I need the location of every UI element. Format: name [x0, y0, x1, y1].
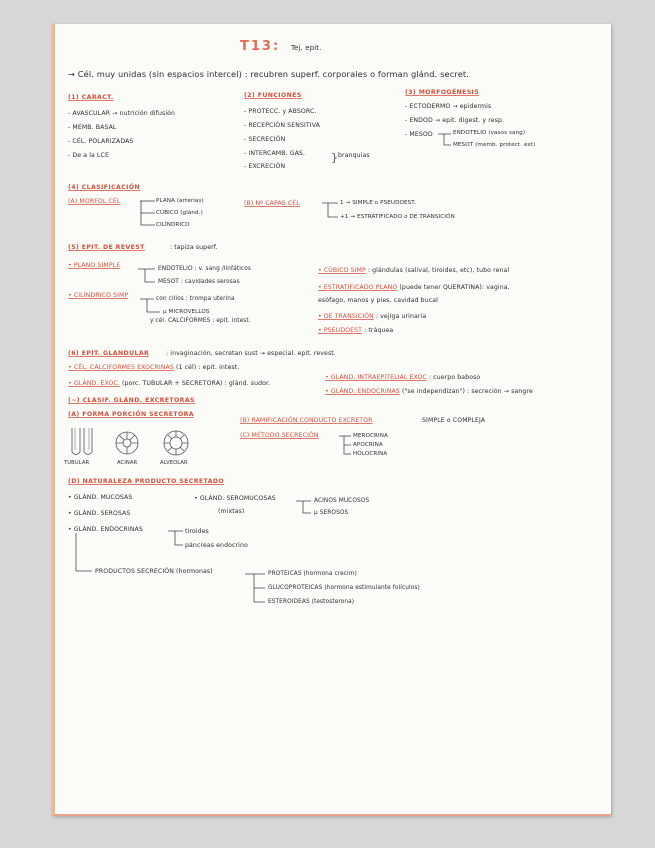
brace-icon: } — [331, 151, 339, 164]
ramificacion-text: SIMPLE o COMPLEJA — [422, 417, 486, 424]
gland-mixtas: (mixtas) — [218, 508, 245, 515]
branch-line — [339, 436, 351, 454]
revest-right-label: • ESTRATIFICADO PLANO — [318, 284, 398, 291]
caract-heading: (1) CARACT. — [68, 94, 114, 101]
page-title: T13: — [240, 39, 281, 54]
morfo-item: - ENDOD → epit. digest. y resp. — [405, 117, 505, 124]
revest-right-label: • CÚBICO SIMP — [318, 267, 366, 274]
caract-item: - MEMB. BASAL — [68, 124, 117, 131]
plano-branch: ENDOTELIO : v. sang /linfáticos — [158, 266, 251, 272]
branch-line — [168, 531, 183, 545]
productos-branch: GLUCOPROTEICAS (hormona estimulante folículos) — [268, 585, 420, 591]
revest-right-label: • DE TRANSICIÓN — [318, 313, 374, 320]
caract-item: - De a la LCE — [68, 152, 109, 159]
alveolar-gland-icon — [164, 431, 188, 455]
branch-line — [76, 533, 92, 571]
clasif-heading: (4) CLASIFICACIÓN — [68, 184, 141, 191]
gland-seromucosas: • GLÁND. SEROMUCOSAS — [194, 495, 276, 502]
acinar-gland-icon — [116, 432, 138, 454]
morfo-heading: (3) MORFOGÉNESIS — [405, 89, 480, 96]
acinos-branch: ACINOS MUCOSOS — [314, 498, 370, 504]
funciones-item: - PROTECC. y ABSORC. — [244, 108, 317, 115]
morfo-branch: ENDOTELIO (vasos sang) — [453, 130, 526, 136]
revest-right-text: : glándulas (salival, tiroides, etc), tubo renal — [367, 267, 510, 274]
clasif-b-label: (B) Nº CAPAS CÉL — [244, 200, 300, 207]
gland-serosas: • GLÁND. SEROSAS — [68, 510, 131, 517]
clasif-gland-heading: (~) CLASIF. GLÁND. EXCRETORAS — [68, 397, 195, 404]
metodo-branch: HOLOCRINA — [353, 451, 388, 457]
caract-item: - CÉL. POLARIZADAS — [68, 138, 134, 145]
metodo-branch: APOCRINA — [353, 442, 383, 448]
cilindrico-branch: μ MICROVELLOS — [163, 309, 210, 315]
morfo-item: - ECTODERMO → epidermis — [405, 103, 492, 110]
glandular-right-text: ("se independizan") : secreción → sangre — [401, 388, 533, 395]
acinos-branch: μ SEROSOS — [314, 510, 349, 516]
glandular-heading: (6) EPIT. GLANDULAR — [68, 350, 150, 357]
funciones-heading: (2) FUNCIONES — [244, 92, 302, 99]
branch-line — [438, 134, 451, 145]
glandular-right-text: : cuerpo baboso — [428, 374, 481, 381]
metodo-branch: MEROCRINA — [353, 433, 389, 439]
branch-line — [245, 574, 265, 602]
caract-item: - AVASCULAR → nutrición difusión — [68, 110, 176, 117]
ramificacion-label: (B) RAMIFICACIÓN CONDUCTO EXCRETOR — [240, 417, 373, 424]
revest-right-text: esófago, manos y pies, cavidad bucal — [318, 297, 438, 304]
glandular-left-label: • GLÁND. EXOC. — [68, 380, 120, 387]
funciones-item: - INTERCAMB. GAS. — [244, 150, 306, 157]
revest-right-label: • PSEUDOEST — [318, 327, 363, 334]
funciones-note: branquias — [338, 152, 370, 159]
branch-line — [296, 501, 311, 513]
tubular-gland-icon — [72, 428, 92, 455]
plano-branch: MESOT : cavidades serosas — [158, 279, 240, 285]
clasif-b-branch: +1 → ESTRATIFICADO o DE TRANSICIÓN — [340, 214, 455, 220]
productos-secrecion: PRODUCTOS SECRECIÓN (hormonas) — [95, 568, 213, 575]
revest-heading: (5) EPIT. DE REVEST — [68, 244, 145, 251]
shape-label-tubular: TUBULAR — [64, 460, 90, 466]
revest-right-text: (puede tener QUERATINA): vagina, — [399, 284, 510, 291]
page-subtitle: Tej. epit. — [291, 44, 322, 52]
productos-branch: PROTEICAS (hormona crecim) — [268, 571, 357, 577]
branch-line — [141, 201, 155, 225]
funciones-item: - RECEPCIÓN SENSITIVA — [244, 122, 320, 129]
cilindrico-branch: con cilios : trompa uterina — [156, 296, 235, 302]
clasif-a-branch: CILÍNDRICO — [156, 222, 190, 228]
forma-porcion-label: (A) FORMA PORCIÓN SECRETORA — [68, 411, 194, 418]
clasif-a-label: (A) MORFOL CÉL — [68, 198, 121, 205]
shape-label-alveolar: ALVEOLAR — [160, 460, 188, 466]
productos-branch: ESTEROIDEAS (testosterona) — [268, 599, 355, 605]
clasif-b-branch: 1 → SIMPLE o PSEUDOEST. — [340, 200, 417, 206]
cilindrico-branch: y cél. CALCIFORMES : epit. intest. — [150, 318, 251, 324]
revest-right-text: : vejiga urinaria — [375, 313, 427, 320]
clasif-a-branch: CÚBICO (glánd.) — [156, 210, 203, 216]
cilindrico-simp-label: • CILÍNDRICO SIMP — [68, 292, 129, 299]
glandular-heading-rest: : invaginación, secretan sust → especial. epit. revest. — [166, 350, 336, 357]
funciones-item: - EXCRECIÓN — [244, 163, 286, 170]
gland-mucosas: • GLÁND. MUCOSAS — [68, 494, 133, 501]
lead-sentence: → Cél. muy unidas (sin espacios intercel) : recubren superf. corporales o forman glánd. secret. — [68, 69, 470, 79]
plano-simple-label: • PLANO SIMPLE — [68, 262, 121, 269]
naturaleza-heading: (D) NATURALEZA PRODUCTO SECRETADO — [68, 478, 225, 485]
branch-line — [138, 269, 155, 282]
glandular-left-label: • CÉL. CALCIFORMES EXOCRINAS — [68, 364, 174, 371]
endo-branch: tiroides — [185, 528, 209, 535]
clasif-a-branch: PLANA (arterias) — [156, 198, 204, 204]
glandular-left-text: (porc. TUBULAR + SECRETORA) : glánd. sudor. — [121, 380, 271, 387]
morfo-item: - MESOD — [405, 131, 433, 138]
metodo-secrecion-label: (C) MÉTODO SECRECIÓN — [240, 432, 319, 439]
revest-right-text: : tráquea — [364, 327, 394, 334]
branch-line — [322, 203, 338, 217]
branch-line — [140, 299, 160, 312]
endo-branch: páncreas endocrino — [185, 542, 248, 549]
morfo-branch: MESOT (memb. protect. ext) — [453, 142, 536, 148]
glandular-right-label: • GLÁND. ENDOCRINAS — [325, 388, 400, 395]
glandular-left-text: (1 cél) : epit. intest. — [175, 364, 240, 371]
gland-endocrinas: • GLÁND. ENDOCRINAS — [68, 526, 143, 533]
funciones-item: - SECRECIÓN — [244, 136, 286, 143]
glandular-right-label: • GLÁND. INTRAEPITELIAL EXOC — [325, 374, 427, 381]
shape-label-acinar: ACINAR — [117, 460, 138, 466]
revest-heading-rest: : tapiza superf. — [170, 244, 218, 251]
